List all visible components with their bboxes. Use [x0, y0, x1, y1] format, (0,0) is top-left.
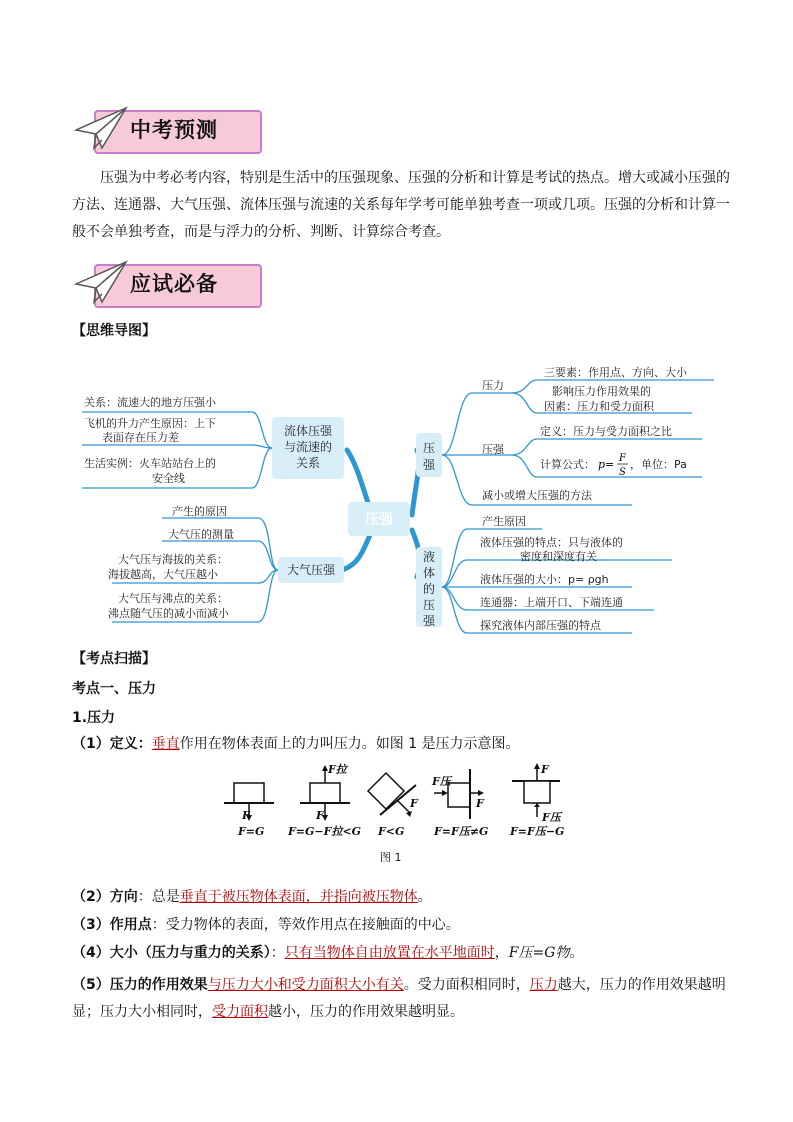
connector: [512, 439, 702, 455]
center-label: 压强: [365, 512, 393, 528]
lt-item-2a: 飞机的升力产生原因：上下: [84, 417, 216, 430]
hub-fluid-line3: 关系: [295, 456, 321, 470]
hub-atmos-label: 大气压强: [286, 563, 336, 577]
point-line: （3）作用点：受力物体的表面，等效作用点在接触面的中心。: [72, 917, 460, 933]
section-banner-forecast: [72, 104, 262, 160]
rt-pressure-label: 压力: [482, 379, 504, 392]
banner-title: 中考预测: [130, 118, 218, 142]
lb-item-2: 大气压的测量: [168, 528, 234, 541]
figure-caption: 图 1: [380, 851, 402, 864]
hub-pressure-1: 压: [422, 441, 436, 455]
size-formula: F压=G物: [508, 945, 570, 961]
svg-text:F=F压≠G: F=F压≠G: [434, 825, 489, 838]
rt-p-item-2b: 因素：压力和受力面积: [544, 400, 654, 413]
diagram-panel-4: [431, 769, 488, 838]
rt-p-item-2a: 影响压力作用效果的: [552, 385, 651, 398]
hub-liquid-3: 的: [422, 582, 436, 596]
rb-item-1: 产生原因: [482, 515, 526, 528]
lb-item-4a: 大气压与沸点的关系：: [118, 592, 228, 605]
figure-1-pressure-diagrams: [220, 763, 580, 873]
lb-item-4b: 沸点随气压的减小而减小: [108, 607, 229, 620]
size-line: （4）大小（压力与重力的关系）：只有当物体自由放置在水平地面时，F压=G物。: [72, 945, 584, 961]
hub-fluid-line2: 与流速的: [283, 440, 333, 454]
svg-text:F: F: [476, 797, 484, 810]
svg-text:F: F: [316, 809, 324, 822]
effect-keyword-2: 压力: [529, 977, 558, 993]
effect-keyword-3: 受力面积: [212, 1004, 268, 1020]
svg-text:F拉: F拉: [328, 763, 347, 776]
keypoint-1: 考点一、压力: [72, 681, 156, 697]
rb-item-2a: 液体压强的特点：只与液体的: [480, 536, 623, 549]
svg-text:F: F: [541, 763, 549, 776]
section-banner-prepare: [72, 258, 262, 314]
svg-text:F<G: F<G: [378, 825, 405, 838]
hub-fluid-line1: 流体压强: [283, 424, 333, 438]
rt-p2-def: 定义：压力与受力面积之比: [540, 425, 672, 438]
hub-liquid-4: 压: [422, 598, 436, 612]
lt-item-2b: 表面存在压力差: [102, 431, 179, 444]
lt-item-1: 关系：流速大的地方压强小: [84, 396, 216, 409]
effect-keyword-1: 与压力大小和受力面积大小有关: [207, 977, 404, 993]
rt-p2-formula-label: 计算公式：: [540, 458, 595, 471]
svg-text:F: F: [242, 809, 250, 822]
svg-text:F压: F压: [542, 811, 561, 824]
connector: [82, 445, 272, 448]
svg-text:F=G−F拉<G: F=G−F拉<G: [288, 825, 362, 838]
formula-den: S: [619, 467, 626, 478]
rb-item-2b: 密度和深度有关: [520, 550, 597, 563]
lb-item-1: 产生的原因: [172, 505, 227, 518]
diagram-panel-5: [509, 763, 564, 838]
diagram-panel-1: [224, 783, 274, 838]
mindmap: [72, 355, 732, 640]
paper-plane-icon: [72, 104, 132, 160]
hub-liquid-1: 液: [422, 550, 436, 564]
lb-item-3b: 海拔越高，大气压越小: [108, 568, 218, 581]
rt-pressure2-label: 压强: [482, 443, 504, 456]
paper-plane-icon: [72, 258, 132, 314]
rb-item-5: 探究液体内部压强的特点: [480, 619, 601, 632]
lb-item-3a: 大气压与海拔的关系：: [118, 553, 228, 566]
formula-num: F: [619, 453, 626, 464]
svg-text:F=F压−G: F=F压−G: [510, 825, 565, 838]
svg-text:F=G: F=G: [238, 825, 265, 838]
rt-p2-unit: ，单位：Pa: [630, 458, 687, 471]
intro-paragraph: 压强为中考必考内容，特别是生活中的压强现象、压强的分析和计算是考试的热点。增大或减小压强的方法、连通器、大气压强、流体压强与流速的关系每年学考可能单独考查一项或几项。压强的分析和计算一般不会单独考查，而是与浮力的分析、判断、计算综合考查。: [72, 170, 730, 240]
formula-lhs: p=: [598, 458, 615, 471]
scan-label: 【考点扫描】: [72, 651, 156, 667]
hub-pressure-2: 强: [422, 458, 436, 472]
hub-liquid-2: 体: [422, 566, 436, 580]
hub-liquid-5: 强: [422, 614, 436, 628]
mindmap-label: 【思维导图】: [72, 323, 156, 339]
diagram-panel-3: [368, 773, 419, 838]
lt-item-3a: 生活实例：火车站站台上的: [84, 457, 216, 470]
lt-item-3b: 安全线: [152, 472, 185, 485]
banner-title: 应试必备: [130, 272, 218, 296]
definition-keyword: 垂直: [151, 736, 180, 752]
effect-line-2: 显；压力大小相同时，受力面积越小，压力的作用效果越明显。: [72, 1004, 464, 1020]
definition-line: （1）定义：垂直作用在物体表面上的力叫压力。如图 1 是压力示意图。: [72, 736, 520, 752]
diagram-panel-2: [287, 763, 361, 838]
svg-text:F压: F压: [432, 775, 451, 788]
size-keyword: 只有当物体自由放置在水平地面时: [284, 945, 495, 961]
svg-text:F: F: [410, 797, 418, 810]
rt-method: 减小或增大压强的方法: [482, 489, 592, 502]
direction-line: （2）方向：总是垂直于被压物体表面，并指向被压物体。: [72, 889, 432, 905]
effect-line-1: （5）压力的作用效果与压力大小和受力面积大小有关。受力面积相同时，压力越大，压力的作用效果越明: [72, 977, 726, 993]
rb-item-3: 液体压强的大小：p= ρgh: [480, 573, 609, 586]
subheading-1: 1.压力: [72, 710, 116, 726]
rt-p-item-1: 三要素：作用点、方向、大小: [544, 366, 687, 379]
rb-item-4: 连通器：上端开口、下端连通: [480, 596, 623, 609]
direction-keyword: 垂直于被压物体表面，并指向被压物体: [179, 889, 418, 905]
